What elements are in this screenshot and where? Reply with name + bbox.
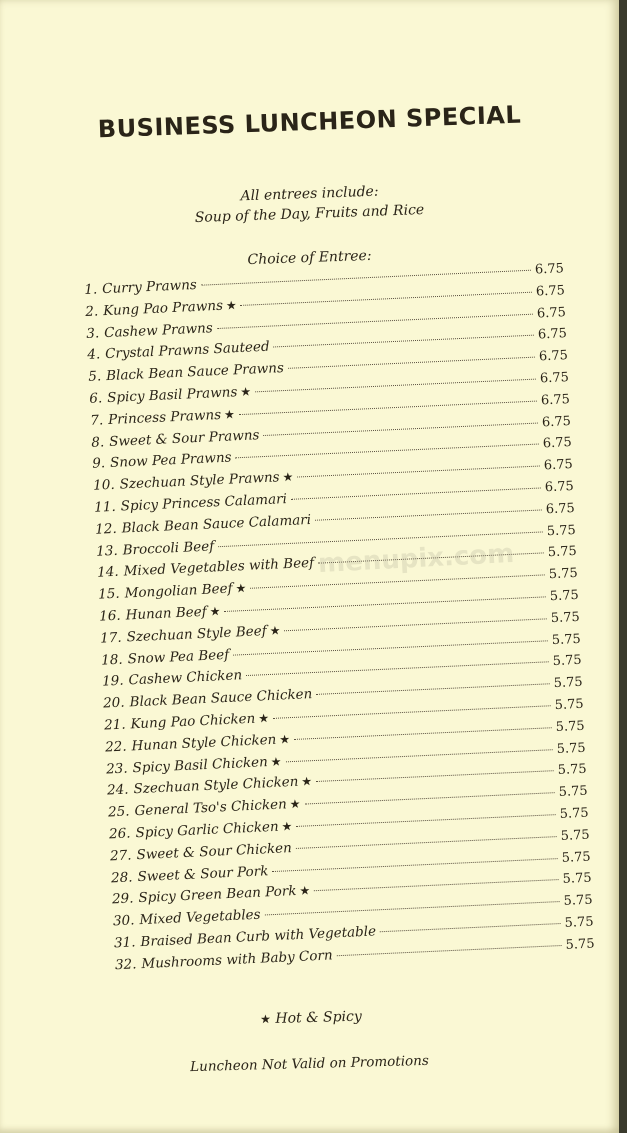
menu-item-price: 5.75 <box>551 631 582 648</box>
menu-item-number: 12. <box>94 520 118 538</box>
menu-item-number: 16. <box>98 607 122 625</box>
menu-item-number: 14. <box>96 564 120 582</box>
menu-item-number: 26. <box>108 825 131 843</box>
menu-item-price: 5.75 <box>552 653 583 670</box>
menu-item-number: 2. <box>84 303 99 320</box>
dot-leader <box>284 618 546 631</box>
menu-item-number: 9. <box>91 455 106 473</box>
menu-item-name: Broccoli Beef <box>122 537 215 559</box>
menu-item-number: 30. <box>112 912 135 930</box>
menu-item-price: 5.75 <box>562 870 592 888</box>
menu-item-number: 4. <box>86 346 101 364</box>
menu-item-name: Szechuan Style Chicken <box>133 774 299 798</box>
dot-leader <box>316 683 549 695</box>
star-icon: ★ <box>270 754 282 769</box>
menu-item-name: Kung Pao Prawns <box>102 297 224 319</box>
menu-item-price: 5.75 <box>546 522 577 539</box>
menu-item-price: 5.75 <box>565 936 595 953</box>
menu-item-name: Cashew Chicken <box>128 667 243 689</box>
menu-item-name: General Tso's Chicken <box>134 796 288 820</box>
menu-item-price: 6.75 <box>540 391 571 409</box>
dot-leader <box>263 422 538 435</box>
menu-item-price: 6.75 <box>534 261 565 278</box>
menu-item-price: 6.75 <box>541 413 572 430</box>
menu-item-number: 31. <box>113 934 136 952</box>
menu-item-number: 5. <box>87 368 102 386</box>
menu-item-name: Spicy Green Bean Pork <box>138 883 297 907</box>
menu-item-name: Spicy Basil Prawns <box>106 384 238 407</box>
menu-item-number: 15. <box>97 585 121 603</box>
dot-leader <box>291 487 541 499</box>
star-icon: ★ <box>301 774 313 789</box>
menu-item-number: 10. <box>92 476 116 494</box>
menu-item-name: Sweet & Sour Chicken <box>136 839 293 863</box>
menu-item-price: 6.75 <box>535 282 566 300</box>
star-icon: ★ <box>282 469 294 485</box>
menu-item-price: 5.75 <box>563 892 593 909</box>
menu-item-price: 5.75 <box>559 805 589 822</box>
menu-item-number: 27. <box>109 847 132 865</box>
menu-item-name: Braised Bean Curb with Vegetable <box>140 923 377 951</box>
menu-item-number: 24. <box>106 781 129 799</box>
star-icon: ★ <box>223 407 236 422</box>
menu-item-name: Mixed Vegetables with Beef <box>123 555 315 580</box>
menu-item-number: 7. <box>89 412 104 429</box>
menu-item-name: Princess Prawns <box>107 406 222 428</box>
dot-leader <box>296 836 557 849</box>
dot-leader <box>380 923 561 932</box>
menu-item-price: 5.75 <box>564 914 594 931</box>
dot-leader <box>273 705 551 719</box>
menu-item-name: Hunan Beef <box>125 603 208 624</box>
menu-item-price: 5.75 <box>547 544 578 561</box>
menu-item-number: 28. <box>110 868 133 886</box>
menu-item-name: Mongolian Beef <box>124 580 233 602</box>
menu-item-price: 6.75 <box>536 304 567 322</box>
menu-item-price: 5.75 <box>561 849 591 866</box>
star-icon: ★ <box>269 623 281 638</box>
menu-item-number: 21. <box>103 716 126 734</box>
menu-item-price: 5.75 <box>557 762 587 779</box>
menu-item-number: 17. <box>99 629 123 647</box>
star-icon: ★ <box>209 604 221 619</box>
choice-of-entree: Choice of Entree: <box>247 247 372 269</box>
dot-leader <box>294 727 552 740</box>
star-icon: ★ <box>289 796 301 812</box>
menu-item-number: 8. <box>90 433 105 451</box>
menu-item-name: Kung Pao Chicken <box>130 710 256 733</box>
menu-item-number: 23. <box>105 760 128 778</box>
menu-item-price: 5.75 <box>550 609 581 626</box>
star-icon: ★ <box>257 710 270 726</box>
menu-item-number: 11. <box>93 498 117 516</box>
star-icon: ★ <box>278 731 291 747</box>
menu-item-name: Snow Pea Beef <box>127 646 230 667</box>
menu-item-number: 13. <box>95 542 119 560</box>
menu-item-number: 22. <box>104 738 127 756</box>
menu-item-name: Curry Prawns <box>101 276 198 298</box>
menu-item-number: 18. <box>100 651 123 669</box>
menu-item-number: 32. <box>114 956 137 973</box>
legend-text: Hot & Spicy <box>275 1008 363 1027</box>
dot-leader <box>288 357 535 369</box>
menu-item-name: Black Bean Sauce Prawns <box>105 360 285 385</box>
hot-spicy-legend <box>0 1002 619 1034</box>
dot-leader <box>316 771 554 783</box>
menu-item-number: 20. <box>102 694 125 712</box>
menu-item-name: Spicy Garlic Chicken <box>135 818 279 842</box>
menu-item-price: 5.75 <box>553 674 584 692</box>
menu-item-name: Szechuan Style Prawns <box>119 469 280 493</box>
star-icon: ★ <box>225 297 237 313</box>
star-icon: ★ <box>281 819 293 834</box>
dot-leader <box>272 858 557 872</box>
menu-item-number: 3. <box>85 324 100 342</box>
star-icon: ★ <box>299 883 311 899</box>
dot-leader <box>304 792 554 804</box>
dot-leader <box>296 814 555 827</box>
menu-item-price: 5.75 <box>554 696 585 714</box>
menu-item-name: Sweet & Sour Pork <box>137 862 269 885</box>
menu-item-number: 25. <box>107 803 130 821</box>
menu-item-name: Black Bean Sauce Chicken <box>129 686 313 711</box>
dot-leader <box>314 879 558 891</box>
menu-item-name: Snow Pea Prawns <box>109 449 232 472</box>
menu-item-number: 29. <box>111 890 134 908</box>
menu-item-price: 5.75 <box>549 587 580 605</box>
menu-item-name: Black Bean Sauce Calamari <box>121 511 312 537</box>
menu-item-name: Hunan Style Chicken <box>131 731 277 755</box>
menu-item-price: 5.75 <box>558 783 588 801</box>
menu-item-price: 5.75 <box>560 827 590 844</box>
star-icon: ★ <box>235 581 247 596</box>
dot-leader <box>274 335 534 348</box>
dot-leader <box>255 379 536 393</box>
menu-item-price: 6.75 <box>544 478 575 496</box>
dot-leader <box>285 749 552 762</box>
menu-item-name: Cashew Prawns <box>103 319 214 341</box>
menu-item-price: 5.75 <box>556 740 586 757</box>
menu-item-name: Spicy Basil Chicken <box>132 753 269 776</box>
menu-item-price: 6.75 <box>545 500 576 518</box>
dot-leader <box>201 270 531 286</box>
dot-leader <box>337 945 562 956</box>
intro-line-2: Soup of the Day, Fruits and Rice <box>194 202 425 226</box>
menu-item-name: Crystal Prawns Sauteed <box>104 339 270 363</box>
menu-item-name: Sweet & Sour Prawns <box>108 426 260 450</box>
intro-line-1: All entrees include: <box>240 183 379 205</box>
menu-item-number: 1. <box>84 281 98 298</box>
menu-item-number: 19. <box>101 672 124 690</box>
menu-item-price: 6.75 <box>538 348 569 365</box>
dot-leader <box>315 509 542 520</box>
star-icon: ★ <box>240 384 252 399</box>
menu-item-name: Mushrooms with Baby Corn <box>141 947 333 972</box>
entree-list <box>84 260 595 979</box>
menu-item-price: 6.75 <box>539 370 570 387</box>
menu-item-price: 5.75 <box>555 718 585 735</box>
star-icon: ★ <box>260 1012 272 1027</box>
menu-title: BUSINESS LUNCHEON SPECIAL <box>97 100 522 144</box>
menu-item-price: 6.75 <box>542 435 573 452</box>
menu-item-number: 6. <box>88 390 103 407</box>
menu-item-name: Mixed Vegetables <box>139 906 261 929</box>
menu-item-name: Spicy Princess Calamari <box>120 490 288 515</box>
watermark: menupix.com <box>317 538 515 580</box>
menu-item-price: 6.75 <box>543 457 574 474</box>
footer-note: Luncheon Not Valid on Promotions <box>189 1052 430 1076</box>
menu-item-name: Szechuan Style Beef <box>126 622 267 646</box>
dot-leader <box>297 466 540 478</box>
menu-item-price: 6.75 <box>537 326 568 343</box>
menu-item-price: 5.75 <box>548 566 579 583</box>
